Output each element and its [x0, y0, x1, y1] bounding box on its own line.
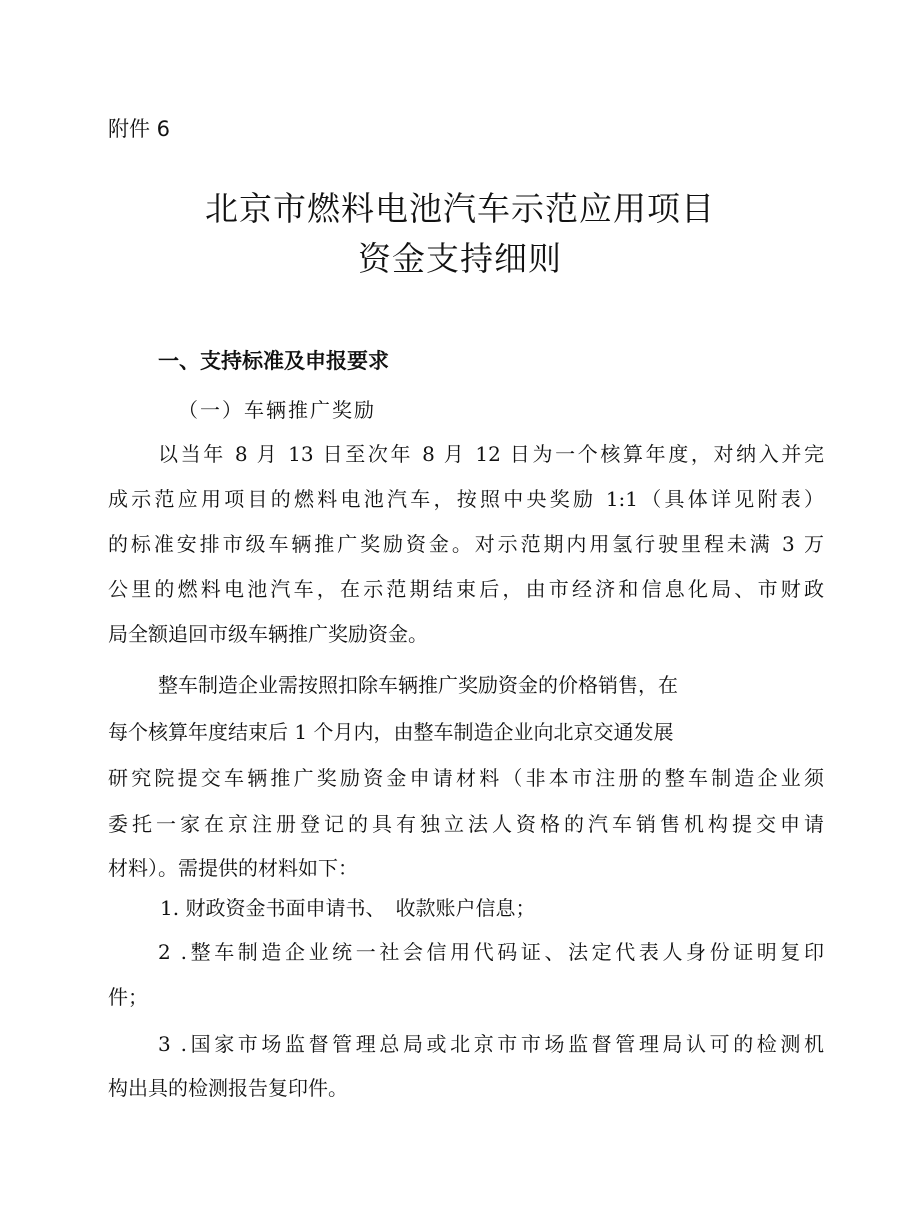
list-item: 2 .整车制造企业统一社会信用代码证、法定代表人身份证明复印 — [158, 940, 824, 964]
paragraph-line: 的标准安排市级车辆推广奖励资金。对示范期内用氢行驶里程未满 3 万 — [108, 532, 824, 556]
list-item-continuation: 构出具的检测报告复印件。 — [108, 1076, 348, 1100]
document-title-line-2: 资金支持细则 — [358, 239, 562, 278]
paragraph-line: 委托一家在京注册登记的具有独立法人资格的汽车销售机构提交申请 — [108, 812, 824, 836]
paragraph-line: 整车制造企业需按照扣除车辆推广奖励资金的价格销售，在 — [158, 673, 678, 697]
paragraph-line: 每个核算年度结束后 1 个月内，由整车制造企业向北京交通发展 — [108, 720, 674, 744]
paragraph-line: 以当年 8 月 13 日至次年 8 月 12 日为一个核算年度，对纳入并完 — [158, 442, 824, 466]
attachment-label: 附件 6 — [108, 117, 171, 141]
paragraph-line: 成示范应用项目的燃料电池汽车，按照中央奖励 1:1（具体详见附表） — [108, 487, 824, 511]
paragraph-line: 研究院提交车辆推广奖励资金申请材料（非本市注册的整车制造企业须 — [108, 766, 824, 790]
paragraph-line: 材料）。需提供的材料如下： — [108, 856, 358, 880]
list-item: 1. 财政资金书面申请书、 收款账户信息； — [160, 896, 536, 920]
paragraph-line: 公里的燃料电池汽车，在示范期结束后，由市经济和信息化局、市财政 — [108, 577, 824, 601]
section-heading: 一、支持标准及申报要求 — [158, 349, 389, 373]
document-title-line-1: 北京市燃料电池汽车示范应用项目 — [205, 189, 715, 228]
subsection-heading: （一）车辆推广奖励 — [178, 398, 376, 422]
paragraph-line: 局全额追回市级车辆推广奖励资金。 — [108, 622, 428, 646]
list-item: 3 .国家市场监督管理总局或北京市市场监督管理局认可的检测机 — [158, 1032, 824, 1056]
list-item-continuation: 件； — [108, 985, 148, 1009]
